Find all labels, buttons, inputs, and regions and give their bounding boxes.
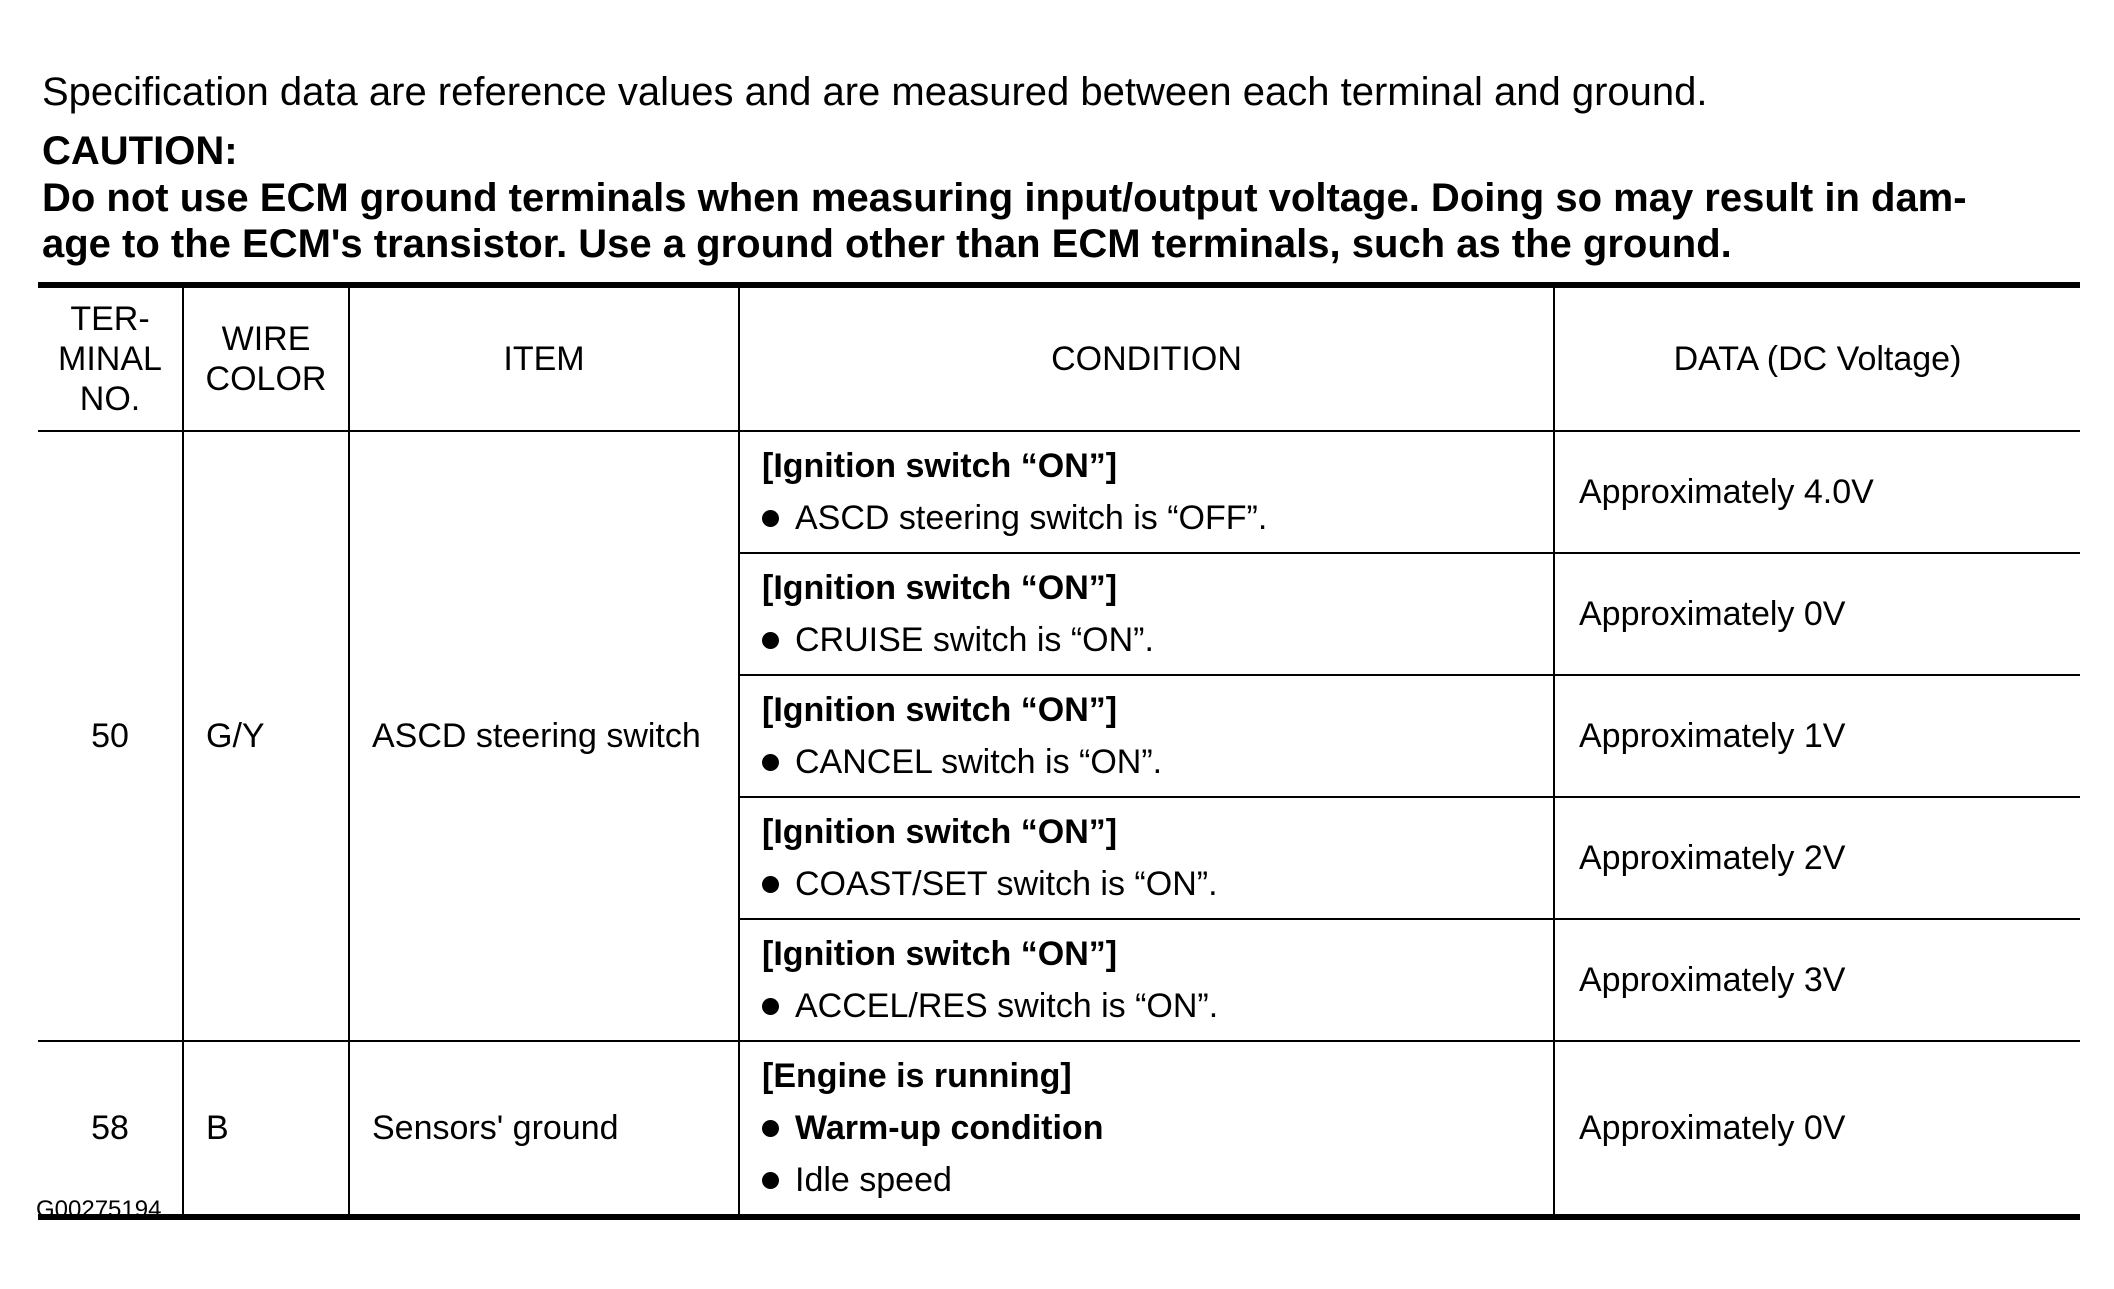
condition-bullet-text: Idle speed <box>795 1161 952 1199</box>
condition-bullet-text: CRUISE switch is “ON”. <box>795 621 1154 659</box>
condition-bullet <box>762 1154 1531 1206</box>
condition-bullet <box>762 614 1531 666</box>
terminal-spec-table <box>38 282 2080 1220</box>
condition-bullet <box>762 1102 1531 1154</box>
condition-bullet <box>762 980 1531 1032</box>
bullet-icon <box>762 1120 779 1137</box>
caution-text <box>42 175 2082 267</box>
bullet-icon <box>762 998 779 1015</box>
condition-cell <box>739 675 1554 797</box>
data-cell: Approximately 1V <box>1554 675 2080 797</box>
condition-title: [Ignition switch “ON”] <box>762 935 1118 973</box>
header-wire-color <box>183 285 349 431</box>
condition-bullet-text: ASCD steering switch is “OFF”. <box>795 499 1268 537</box>
figure-id: G00275194 <box>36 1196 162 1223</box>
condition-title: [Ignition switch “ON”] <box>762 447 1118 485</box>
item-cell: Sensors' ground <box>349 1041 739 1217</box>
table-row <box>38 431 2080 553</box>
data-cell: Approximately 0V <box>1554 1041 2080 1217</box>
terminal-no-cell: 50 <box>38 431 183 1041</box>
condition-bullet-text: COAST/SET switch is “ON”. <box>795 865 1218 903</box>
item-cell: ASCD steering switch <box>349 431 739 1041</box>
bullet-icon <box>762 632 779 649</box>
header-line: TER- <box>70 300 150 338</box>
caution-line: Do not use ECM ground terminals when measuring input/output voltage. Doing so may result in dam- <box>42 176 1967 220</box>
condition-bullet-text: Warm-up condition <box>795 1109 1104 1147</box>
condition-cell <box>739 1041 1554 1217</box>
condition-title: [Engine is running] <box>762 1057 1072 1095</box>
data-cell: Approximately 3V <box>1554 919 2080 1041</box>
intro-text: Specification data are reference values and are measured between each terminal and ground. <box>42 70 1708 114</box>
condition-bullet <box>762 492 1531 544</box>
header-line: NO. <box>79 380 141 418</box>
header-line: MINAL <box>58 340 162 378</box>
terminal-no-cell: 58 <box>38 1041 183 1217</box>
header-data: DATA (DC Voltage) <box>1554 285 2080 431</box>
condition-title: [Ignition switch “ON”] <box>762 569 1118 607</box>
bullet-icon <box>762 876 779 893</box>
header-line: COLOR <box>205 360 327 398</box>
data-cell: Approximately 0V <box>1554 553 2080 675</box>
condition-title: [Ignition switch “ON”] <box>762 691 1118 729</box>
condition-bullet-text: CANCEL switch is “ON”. <box>795 743 1163 781</box>
condition-cell <box>739 553 1554 675</box>
table-header-row <box>38 285 2080 431</box>
condition-cell <box>739 797 1554 919</box>
data-cell: Approximately 2V <box>1554 797 2080 919</box>
condition-cell <box>739 919 1554 1041</box>
wire-color-cell: G/Y <box>183 431 349 1041</box>
table-row <box>38 1041 2080 1217</box>
header-condition: CONDITION <box>739 285 1554 431</box>
header-terminal-no <box>38 285 183 431</box>
bullet-icon <box>762 754 779 771</box>
wire-color-cell: B <box>183 1041 349 1217</box>
caution-line: age to the ECM's transistor. Use a ground other than ECM terminals, such as the ground. <box>42 222 1732 266</box>
condition-bullet-text: ACCEL/RES switch is “ON”. <box>795 987 1219 1025</box>
condition-bullet <box>762 858 1531 910</box>
condition-cell <box>739 431 1554 553</box>
data-cell: Approximately 4.0V <box>1554 431 2080 553</box>
caution-heading: CAUTION: <box>42 129 238 173</box>
condition-bullet <box>762 736 1531 788</box>
bullet-icon <box>762 1172 779 1189</box>
header-item: ITEM <box>349 285 739 431</box>
header-line: WIRE <box>221 320 311 358</box>
bullet-icon <box>762 510 779 527</box>
condition-title: [Ignition switch “ON”] <box>762 813 1118 851</box>
